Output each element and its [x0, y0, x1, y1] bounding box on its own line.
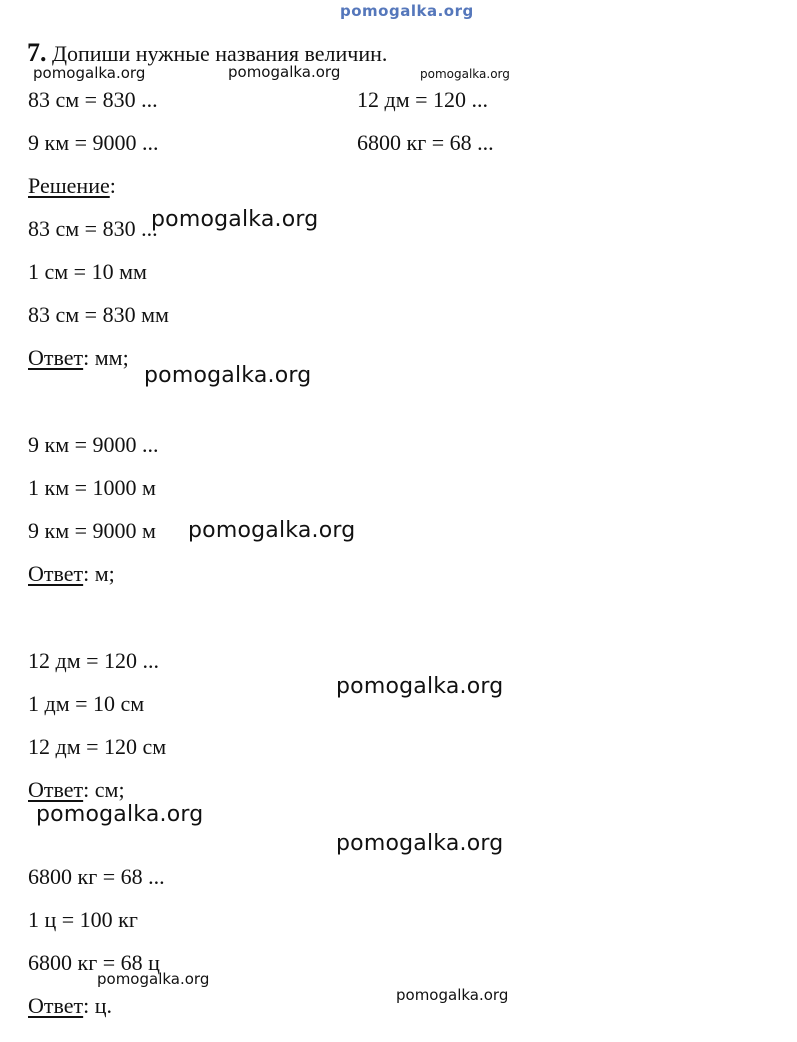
watermark: pomogalka.org — [420, 67, 510, 81]
solution-line: 12 дм = 120 см — [28, 734, 167, 759]
solution-line: 9 км = 9000 м — [28, 518, 156, 543]
solution-label: Решение — [28, 173, 110, 198]
task-title: Допиши нужные названия величин. — [52, 41, 388, 66]
task-expression: 12 дм = 120 ... — [357, 87, 489, 112]
solution-line: 1 см = 10 мм — [28, 259, 147, 284]
solution-line: 9 км = 9000 ... — [28, 432, 159, 457]
watermark: pomogalka.org — [36, 802, 204, 827]
solution-heading: Решение: — [28, 173, 116, 198]
answer-label: Ответ — [28, 561, 84, 586]
task-expression: 83 см = 830 ... — [28, 87, 158, 112]
watermark-top: pomogalka.org — [340, 2, 474, 20]
answer-line — [28, 777, 125, 803]
watermark: pomogalka.org — [144, 363, 312, 388]
answer-line — [28, 345, 129, 371]
answer-value: : м; — [83, 561, 115, 586]
watermark: pomogalka.org — [33, 64, 146, 82]
solution-line: 1 км = 1000 м — [28, 475, 156, 500]
answer-line — [28, 561, 115, 587]
answer-label: Ответ — [28, 345, 84, 370]
solution-line: 6800 кг = 68 ... — [28, 864, 165, 889]
watermark: pomogalka.org — [151, 207, 319, 232]
watermark: pomogalka.org — [396, 986, 509, 1004]
answer-label: Ответ — [28, 993, 84, 1018]
solution-line: 1 ц = 100 кг — [28, 907, 138, 932]
watermark: pomogalka.org — [97, 970, 210, 988]
answer-line — [28, 993, 112, 1019]
solution-line: 1 дм = 10 см — [28, 691, 145, 716]
answer-value: : мм; — [83, 345, 129, 370]
solution-line: 83 см = 830 мм — [28, 302, 169, 327]
task-expression: 6800 кг = 68 ... — [357, 130, 494, 155]
answer-value: : см; — [83, 777, 125, 802]
solution-line: 6800 кг = 68 ц — [28, 950, 160, 975]
answer-value: : ц. — [83, 993, 113, 1018]
watermark: pomogalka.org — [336, 831, 504, 856]
solution-line: 12 дм = 120 ... — [28, 648, 160, 673]
task-number: 7. — [27, 38, 47, 67]
task-expression: 9 км = 9000 ... — [28, 130, 159, 155]
solution-line: 83 см = 830 ... — [28, 216, 158, 241]
answer-label: Ответ — [28, 777, 84, 802]
watermark: pomogalka.org — [336, 674, 504, 699]
watermark: pomogalka.org — [228, 63, 341, 81]
watermark: pomogalka.org — [188, 518, 356, 543]
